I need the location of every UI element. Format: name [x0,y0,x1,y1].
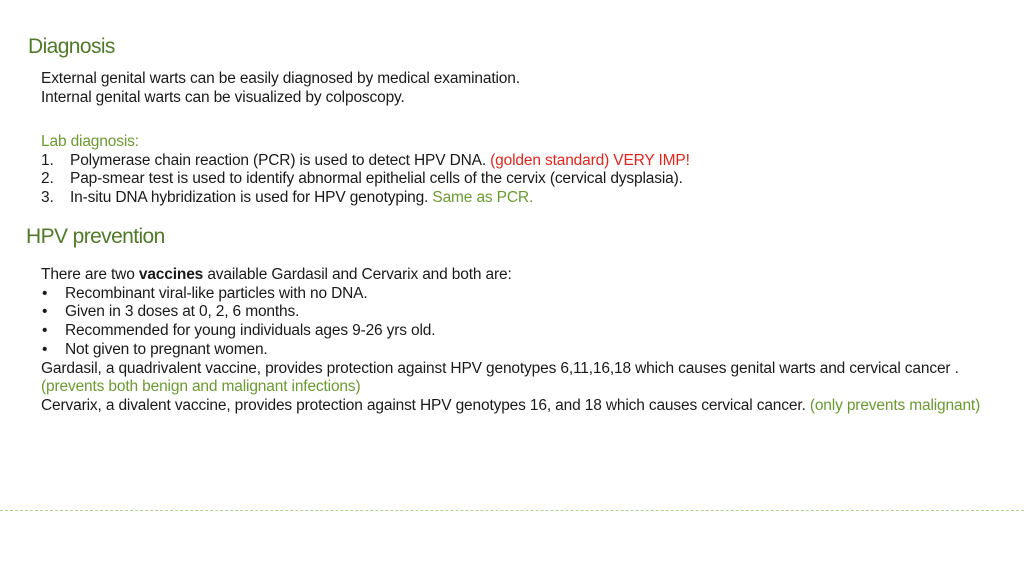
list-item [41,303,981,322]
lab-diagnosis-list [41,152,690,208]
cervarix-text: Cervarix, a divalent vaccine, provides protection against HPV genotypes 16, and 18 which causes cervical cancer. [41,396,806,414]
bullet-icon: • [42,303,48,321]
internal-warts-line: Internal genital warts can be visualized by colposcopy. [41,88,405,106]
list-item-body [70,170,683,189]
bullet-text: Recombinant viral-like particles with no DNA. [65,284,368,302]
list-item [41,341,981,360]
list-item-number: 2. [41,170,54,188]
gardasil-text: Gardasil, a quadrivalent vaccine, provides protection against HPV genotypes 6,11,16,18 which causes genital warts and cervical cancer . [41,359,959,377]
bullet-icon: • [42,340,48,358]
gardasil-paragraph [41,360,981,397]
hpv-prevention-heading: HPV prevention [26,225,165,248]
diagnosis-heading: Diagnosis [28,35,115,58]
vaccines-intro-suffix: available Gardasil and Cervarix and both are: [207,266,512,283]
bullet-icon: • [42,322,48,340]
vaccines-bold: vaccines [138,266,204,283]
bullet-text: Given in 3 doses at 0, 2, 6 months. [65,303,300,321]
in-situ-text: In-situ DNA hybridization is used for HPV genotyping. [70,189,429,207]
diagnosis-intro [41,70,520,107]
list-item-number: 3. [41,189,54,207]
gardasil-note: (prevents both benign and malignant infections) [41,378,361,396]
cervarix-note: (only prevents malignant) [809,396,981,414]
list-item-body [70,189,533,208]
pcr-text: Polymerase chain reaction (PCR) is used to detect HPV DNA. [70,151,486,169]
bullet-text: Not given to pregnant women. [65,340,268,358]
bullet-icon: • [42,284,48,302]
lab-diagnosis-title: Lab diagnosis: [41,133,139,150]
vaccines-intro [41,266,981,285]
vaccine-properties-list [41,285,981,360]
pap-smear-text: Pap-smear test is used to identify abnormal epithelial cells of the cervix (cervical dysplasia). [70,170,683,188]
pcr-note: (golden standard) VERY IMP! [490,151,690,169]
lab-diagnosis-section [41,133,690,208]
in-situ-note: Same as PCR. [432,189,534,207]
list-item-number: 1. [41,151,54,169]
vaccines-intro-prefix: There are two [41,266,135,283]
list-item [41,322,981,341]
list-item [41,152,690,171]
list-item [41,285,981,304]
cervarix-paragraph [41,397,981,416]
list-item [41,189,690,208]
list-item [41,170,690,189]
bullet-text: Recommended for young individuals ages 9-26 yrs old. [65,322,436,340]
prevention-section [41,266,981,416]
footer-divider [0,510,1024,511]
list-item-body [70,152,690,171]
external-warts-line: External genital warts can be easily diagnosed by medical examination. [41,70,520,87]
